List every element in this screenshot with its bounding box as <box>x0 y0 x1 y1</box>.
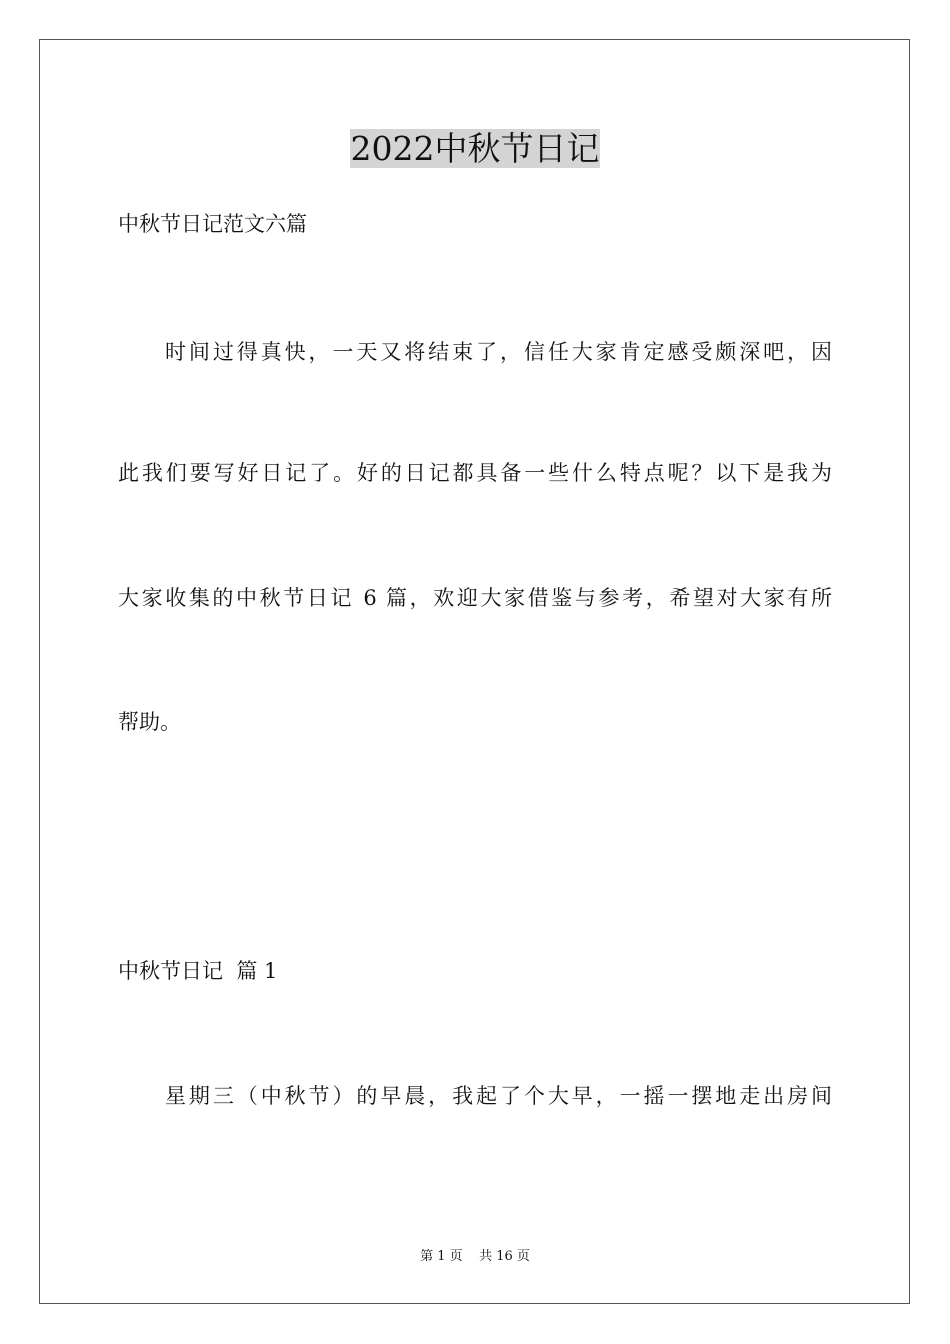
document-title <box>0 126 950 172</box>
section-heading: 中秋节日记 篇 1 <box>118 959 278 983</box>
document-subtitle: 中秋节日记范文六篇 <box>118 212 307 236</box>
intro-line-2: 此我们要写好日记了。好的日记都具备一些什么特点呢？以下是我为 <box>118 461 832 485</box>
page-number-footer: 第 1 页 共 16 页 <box>420 1249 530 1264</box>
intro-line-3: 大家收集的中秋节日记 6 篇，欢迎大家借鉴与参考，希望对大家有所 <box>118 586 832 610</box>
intro-line-4: 帮助。 <box>118 710 181 734</box>
document-title-text: 2022中秋节日记 <box>350 129 600 168</box>
intro-line-1: 时间过得真快，一天又将结束了，信任大家肯定感受颇深吧，因 <box>165 340 832 364</box>
section-line-1: 星期三（中秋节）的早晨，我起了个大早，一摇一摆地走出房间 <box>165 1084 832 1108</box>
